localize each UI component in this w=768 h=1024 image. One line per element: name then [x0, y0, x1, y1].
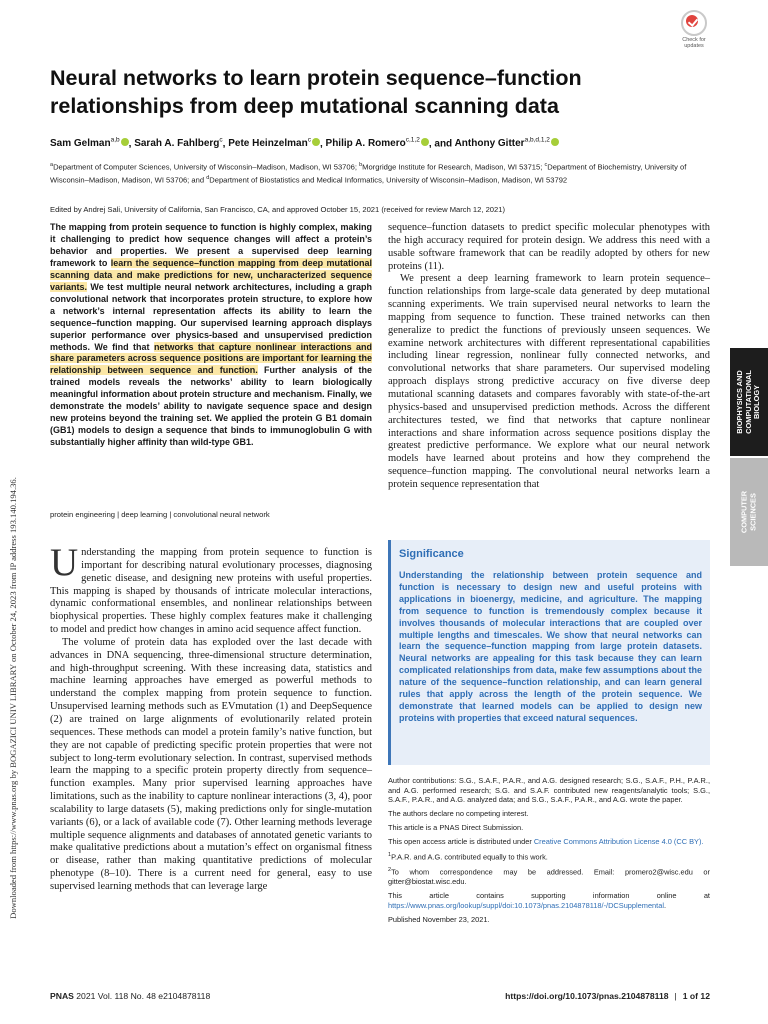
license-text: This open access article is distributed under — [388, 836, 534, 846]
orcid-icon[interactable] — [551, 138, 559, 146]
correspondence-note — [388, 866, 710, 887]
author-name: Sam Gelman — [50, 138, 111, 150]
author-affiliation-mark: a,b,d,1,2 — [524, 137, 550, 144]
author-name: Philip A. Romero — [325, 138, 406, 150]
introduction — [50, 541, 372, 894]
article-title: Neural networks to learn protein sequence–function relationships from deep mutational scanning data — [50, 66, 582, 118]
intro-paragraph-2: The volume of protein data has exploded over the last decade with advances in DNA sequencing, three-dimensional structure determination, and high-throughput screening. With these increasing data, statistics and machine learning approaches have emerged as powerful methods to understand the complex mapping from protein sequence to function. Unsupervised learning methods such as EVmutation (1) and DeepSequence (2) are trained on large alignments of evolutionarily related protein sequences. These methods can model a protein family’s native function, but they are not capable of predicting specific protein properties that were not subject to long-term evolutionary selection. In contrast, supervised methods learn the mapping to a specific protein property directly from sequence–function examples. Many prior supervised learning approaches have limitations, such as the inability to capture nonlinear interactions (3, 4), poor scalability to large datasets (5), making predictions only for single-mutation variants (6), or a lack of available code (7). Other learning methods leverage multiple sequence alignments and databases of annotated genetic variants to make qualitative predictions about a mutation’s effect on organismal fitness or disease, rather than making quantitative predictions of molecular phenotype (8–10). There is a current need for general, easy to use supervised learning methods that can leverage large — [50, 636, 372, 892]
author-list: Sam Gelman$^{a,b}$ , Sarah A. Fahlberg$^c$, Pete Heinzelman$^c$ , Philip A. Romero$^{c,1,2}$ , and Anthony Gitter$^{a,b,d,1,2}$ — [50, 137, 710, 149]
highlighted-text: networks that capture nonlinear interactions and share parameters across sequence positions are important for learning the relationship between sequence and function. — [50, 341, 372, 376]
author-name: Pete Heinzelman — [228, 138, 308, 150]
competing-interest: The authors declare no competing interest. — [388, 809, 529, 819]
orcid-icon[interactable] — [121, 138, 129, 146]
supplement-note — [388, 891, 710, 910]
significance-heading: Significance — [399, 548, 464, 560]
supplement-link[interactable]: https://www.pnas.org/lookup/suppl/doi:10.1073/pnas.2104878118/-/DCSupplemental — [388, 900, 664, 910]
editor-note: Edited by Andrej Sali, University of California, San Francisco, CA, and approved October 15, 2021 (received for review March 12, 2021) — [50, 205, 506, 214]
affiliation-mark: d — [206, 174, 210, 181]
download-notice-text: Downloaded from https://www.pnas.org by BOGAZICI UNIV LIBRARY on October 24, 2023 from IP address 193.140.194.36. — [8, 477, 18, 919]
orcid-icon[interactable] — [421, 138, 429, 146]
intro-paragraph-1 — [50, 541, 372, 637]
significance-box — [388, 540, 710, 765]
affiliations — [50, 160, 720, 185]
page-footer — [50, 991, 710, 1001]
footer-separator: | — [674, 991, 677, 1001]
body-column-2 — [388, 222, 710, 492]
keywords: protein engineering | deep learning | convolutional neural network — [50, 510, 270, 519]
highlighted-text: learn the sequence–function mapping from deep mutational scanning data and make predictions for new, uncharacterized sequence variants. — [50, 257, 372, 292]
journal-name: PNAS — [50, 991, 74, 1001]
check-updates-label: Check for updates — [682, 37, 706, 49]
author — [455, 138, 559, 149]
equal-contribution-mark: 1 — [388, 851, 392, 858]
check-for-updates-button[interactable] — [672, 10, 716, 50]
intro-paragraph-1-text: nderstanding the mapping from protein sequence to function is important for describing natural evolutionary processes, diagnosing genetic disease, and designing new proteins with useful properties. This mapping is shaped by thousands of intricate molecular interactions, dynamic conformational ensembles, and nonlinear relationships between biophysical properties. These highly complex features make it challenging to model and predict how changes in amino acid sequence affect function. — [50, 547, 372, 636]
license-link[interactable]: Creative Commons Attribution License 4.0 (CC BY). — [533, 836, 704, 846]
section-tab-computer-sciences-label: COMPUTER SCIENCES — [739, 490, 757, 534]
author-contributions: Author contributions: S.G., S.A.F., P.A.R., and A.G. designed research; S.G., S.A.F., P.H., P.A.R., and A.G. performed research; S.G. and S.A.F. contributed new reagents/analytic tools; S.G., S.A.F., P.A.R., and A.G. analyzed data; and S.G., S.A.F., P.A.R., and A.G. wrote the paper. — [388, 776, 710, 805]
section-tab-biophysics[interactable] — [730, 348, 768, 456]
correspondence-text: To whom correspondence may be addressed. Email: promero2@wisc.edu or gitter@biostat.wisc.edu. — [388, 867, 710, 887]
download-notice — [4, 418, 22, 978]
equal-contribution-note — [388, 851, 710, 862]
direct-submission: This article is a PNAS Direct Submission. — [388, 822, 524, 832]
correspondence-mark: 2 — [388, 867, 392, 874]
affiliation-mark: c — [544, 162, 548, 168]
page-number: 1 of 12 — [682, 991, 710, 1001]
section-tab-computer-sciences[interactable] — [730, 458, 768, 566]
footer-right — [505, 991, 710, 1001]
section-tab-biophysics-label: BIOPHYSICS AND COMPUTATIONAL BIOLOGY — [735, 370, 762, 434]
author — [326, 138, 429, 149]
author-affiliation-mark: a,b — [110, 137, 120, 144]
col2-paragraph-1: sequence–function datasets to predict specific molecular phenotypes with the high accuracy required for protein design. We address this need with a usable software framework that can be readily adopted by others for new proteins (11). — [388, 222, 710, 272]
author-affiliation-mark: c — [219, 137, 223, 144]
affiliation-mark: b — [359, 162, 363, 168]
col2-paragraph-2: We present a deep learning framework to learn protein sequence–function relationships from large-scale data generated by deep mutational scanning experiments. We train supervised neural networks to learn the mapping from sequence to function. These trained networks can then generalize to predict the functions of previously unseen sequences. We examine network architectures with different representational capabilities including linear regression, nonlinear fully connected networks, and convolutional networks that share parameters. Our supervised modeling approach displays strong predictive accuracy on five diverse deep mutational scanning datasets and compares favorably with state-of-the-art physics-based and unsupervised prediction methods. Across the different architectures tested, we find that networks that capture nonlinear interactions and share information across sequence positions display the greatest predictive performance. We explore what our neural network models have learned about proteins and how they comprehend the sequence–function mapping. The convolutional neural networks learn a protein sequence representation that — [388, 273, 710, 490]
affiliation-mark: a — [50, 162, 54, 168]
affiliation-text: Department of Computer Sciences, University of Wisconsin–Madison, Madison, WI 53706; — [53, 162, 360, 172]
drop-cap: U — [50, 541, 79, 584]
abstract-text: We test multiple neural network architectures, including a graph convolutional network that incorporates protein structure, to explore how a network’s internal representation affects its ability to learn the sequence–function mapping. Our supervised learning approach displays superior performance over physics-based and unsupervised prediction methods. We find that — [50, 281, 372, 352]
author-name: Sarah A. Fahlberg — [134, 138, 220, 150]
doi-link[interactable]: https://doi.org/10.1073/pnas.2104878118 — [505, 991, 669, 1001]
author-affiliation-mark: c — [307, 137, 311, 144]
abstract — [50, 222, 372, 449]
author — [134, 138, 222, 149]
affiliation-text: Department of Biostatistics and Medical Informatics, University of Wisconsin–Madison, Madison, WI 53792 — [209, 175, 568, 185]
author-name: Anthony Gitter — [454, 138, 525, 150]
significance-text: Understanding the relationship between protein sequence and function is necessary to design new and useful proteins with applications in bioenergy, medicine, and agriculture. The mapping from sequence to function is tremendously complex because it involves thousands of molecular interactions that are coupled over multiple lengths and timescales. We show that neural networks can learn the sequence–function mapping from large protein datasets. Neural networks are appealing for this task because they can learn complicated relationships from data, make few assumptions about the nature of the sequence–function relationship, and can learn general rules that apply across the length of the protein sequence. We demonstrate that learned models can be applied to design new proteins with properties that exceed natural sequences. — [399, 570, 702, 723]
check-updates-icon — [681, 10, 707, 36]
author — [228, 138, 320, 149]
citation: 2021 Vol. 118 No. 48 e2104878118 — [76, 991, 211, 1001]
license-note — [388, 837, 710, 847]
equal-contribution-text: P.A.R. and A.G. contributed equally to this work. — [391, 852, 548, 862]
article-notes — [388, 776, 710, 928]
abstract-text: Further analysis of the trained models reveals the networks’ ability to learn biologically meaningful information about protein structure and mechanism. Finally, we demonstrate the models’ ability to navigate sequence space and design new proteins beyond the training set. We applied the protein G B1 domain (GB1) models to design a sequence that binds to immunoglobulin G with substantially higher affinity than wild-type GB1. — [50, 365, 372, 448]
affiliation-text: Department of Biochemistry, University of Wisconsin–Madison, Madison, WI 53706; and — [50, 162, 687, 185]
supplement-text: This article contains supporting information online at — [388, 891, 710, 901]
author-affiliation-mark: c,1,2 — [405, 137, 420, 144]
abstract-text: The mapping from protein sequence to function is highly complex, making it challenging to predict how sequence changes will affect a protein’s behavior and properties. We present a supervised deep learning framework to — [50, 222, 372, 268]
affiliation-text: Morgridge Institute for Research, Madison, WI 53715; — [362, 162, 545, 172]
author — [50, 138, 129, 149]
published-date: Published November 23, 2021. — [388, 914, 490, 924]
orcid-icon[interactable] — [312, 138, 320, 146]
supplement-period: . — [663, 900, 667, 910]
